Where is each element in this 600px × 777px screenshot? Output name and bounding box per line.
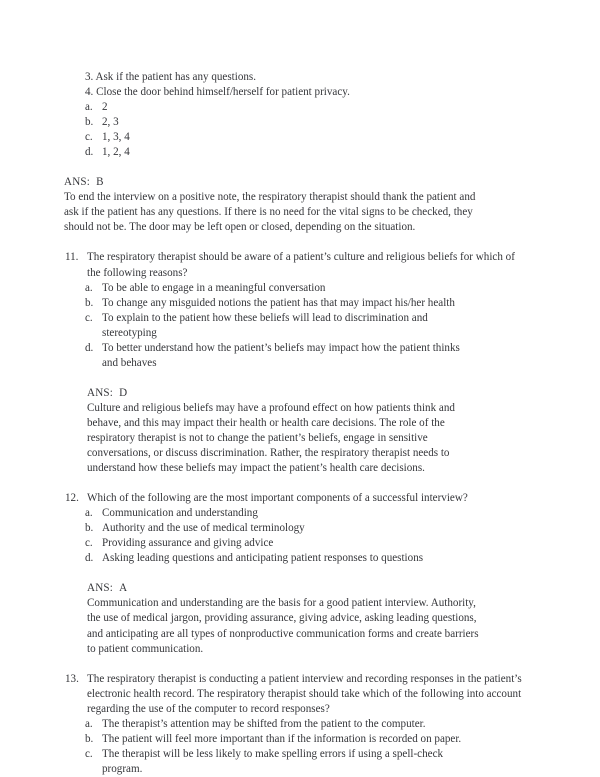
option-item[interactable] — [85, 115, 522, 130]
question-number: 13. — [65, 672, 79, 685]
option-letter: d. — [85, 552, 94, 565]
option-text: To be able to engage in a meaningful conversation — [102, 281, 326, 294]
option-letter: d. — [85, 341, 94, 354]
document-body — [64, 70, 522, 777]
option-letter: d. — [85, 146, 94, 159]
question-stem: Which of the following are the most important components of a successful interview? — [87, 492, 468, 505]
answer-label: ANS: — [87, 582, 114, 595]
option-item[interactable] — [85, 341, 522, 371]
option-item[interactable] — [85, 551, 522, 566]
option-letter: a. — [85, 101, 93, 114]
answer-letter: D — [119, 386, 128, 399]
option-item[interactable] — [85, 732, 522, 747]
option-item[interactable] — [85, 747, 522, 777]
option-text: The therapist’s attention may be shifted from the patient to the computer. — [102, 717, 426, 730]
option-item[interactable] — [85, 296, 522, 311]
option-list — [85, 717, 522, 777]
option-letter: a. — [85, 507, 93, 520]
option-item[interactable] — [85, 536, 522, 551]
option-letter: a. — [85, 281, 93, 294]
option-letter: b. — [85, 732, 94, 745]
answer-label: ANS: — [64, 176, 91, 189]
answer-rationale: Culture and religious beliefs may have a profound effect on how patients think and behave, and this may impact their health or health care decisions. The role of the respiratory therapist is not to change the patient’s beliefs, engage in sensitive conversations, or discuss discrimination. Rather, the respiratory therapist needs to understand how these beliefs may impact the patient’s health care decisions. — [87, 401, 455, 475]
stem-continuation-list — [85, 70, 522, 100]
answer-letter: B — [96, 176, 104, 189]
spacer — [64, 476, 522, 491]
option-item[interactable] — [85, 311, 522, 341]
answer-block — [87, 581, 522, 656]
answer-line — [64, 175, 522, 190]
option-item[interactable] — [85, 521, 522, 536]
option-letter: b. — [85, 522, 94, 535]
stem-line: 4. Close the door behind himself/herself for patient privacy. — [85, 86, 350, 99]
stem-line: 3. Ask if the patient has any questions. — [85, 71, 257, 83]
option-text: To explain to the patient how these beliefs will lead to discrimination and stereotyping — [102, 311, 428, 339]
option-list — [85, 281, 522, 371]
answer-label: ANS: — [87, 386, 114, 399]
option-list — [85, 506, 522, 566]
question-number: 12. — [65, 492, 79, 505]
answer-line — [87, 581, 522, 596]
option-letter: c. — [85, 311, 93, 324]
option-text: 1, 2, 4 — [102, 146, 130, 159]
option-text: The therapist will be less likely to make spelling errors if using a spell-check program. — [102, 747, 444, 775]
option-letter: c. — [85, 131, 93, 144]
option-text: Authority and the use of medical terminology — [102, 522, 305, 535]
answer-block — [64, 175, 522, 235]
option-letter: b. — [85, 116, 94, 129]
option-text: 1, 3, 4 — [102, 131, 130, 144]
option-item[interactable] — [85, 281, 522, 296]
option-text: Providing assurance and giving advice — [102, 537, 274, 550]
option-text: Communication and understanding — [102, 507, 258, 520]
spacer — [64, 235, 522, 250]
option-item[interactable] — [85, 145, 522, 160]
answer-rationale: To end the interview on a positive note, the respiratory therapist should thank the patient and ask if the patient has any questions. If there is no need for the vital signs to be checked, they should not be. The door may be left open or closed, depending on the situation. — [64, 191, 476, 234]
option-text: 2, 3 — [102, 116, 119, 129]
question-head — [64, 672, 522, 717]
option-letter: b. — [85, 296, 94, 309]
option-item[interactable] — [85, 100, 522, 115]
answer-letter: A — [119, 582, 128, 595]
answer-rationale: Communication and understanding are the basis for a good patient interview. Authority, the use of medical jargon, providing assurance, giving advice, asking leading questions, and anticipating are all types of nonproductive communication forms and create barriers to patient communication. — [87, 597, 479, 655]
option-text: 2 — [102, 101, 108, 114]
option-text: The patient will feel more important than if the information is recorded on paper. — [102, 732, 462, 745]
question-head — [64, 491, 522, 506]
option-text: To better understand how the patient’s beliefs may impact how the patient thinks and behaves — [102, 341, 460, 369]
spacer — [64, 657, 522, 672]
question-head — [64, 250, 522, 280]
question-stem: The respiratory therapist should be aware of a patient’s culture and religious beliefs for which of the following reasons? — [87, 251, 515, 279]
option-text: To change any misguided notions the patient has that may impact his/her health — [102, 296, 455, 309]
option-item[interactable] — [85, 717, 522, 732]
option-list — [85, 100, 522, 160]
option-letter: c. — [85, 747, 93, 760]
option-item[interactable] — [85, 506, 522, 521]
question-12 — [64, 491, 522, 656]
question-number: 11. — [65, 251, 79, 264]
question-11 — [64, 250, 522, 476]
answer-line — [87, 386, 522, 401]
option-letter: a. — [85, 717, 93, 730]
answer-block — [87, 386, 522, 476]
option-item[interactable] — [85, 130, 522, 145]
option-text: Asking leading questions and anticipating patient responses to questions — [102, 552, 424, 565]
question-stem: The respiratory therapist is conducting a patient interview and recording responses in the patient’s electronic health record. The respiratory therapist should take which of the following into account regarding the use of the computer to record responses? — [87, 672, 522, 715]
option-letter: c. — [85, 537, 93, 550]
question-13 — [64, 672, 522, 777]
